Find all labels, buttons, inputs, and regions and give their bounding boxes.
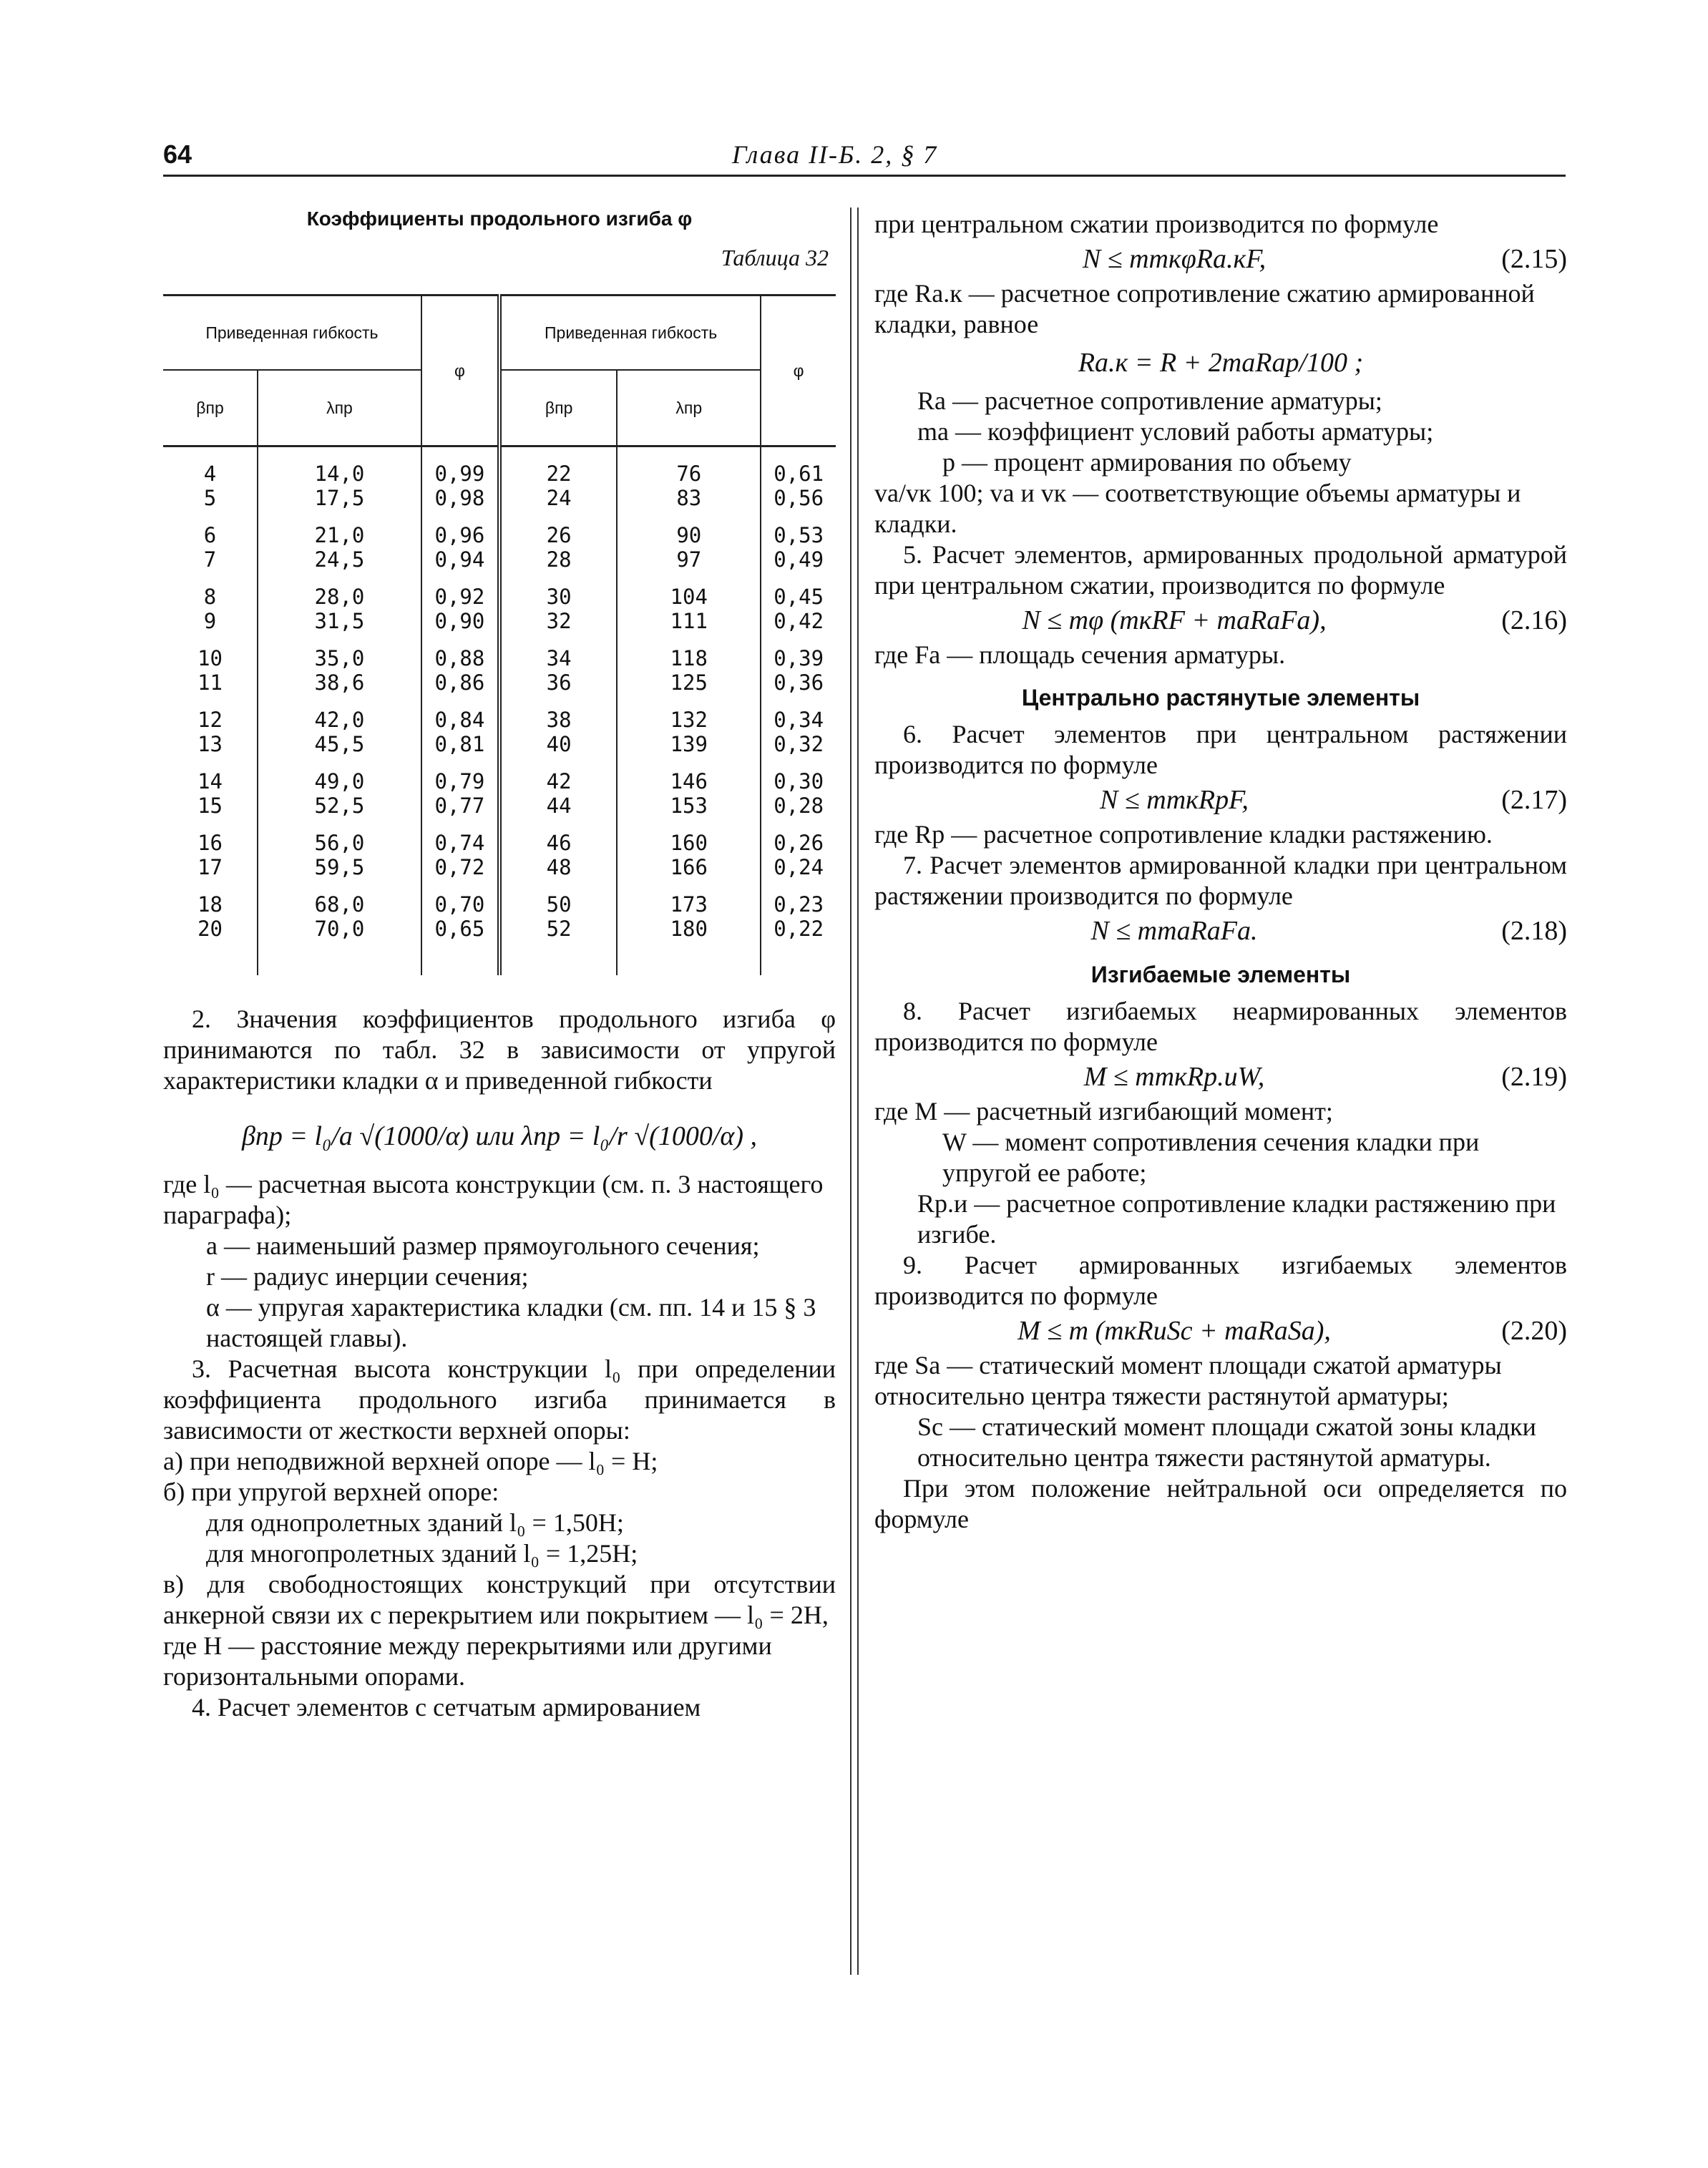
cell-beta-right: 34 bbox=[499, 646, 617, 670]
formula-2-20 bbox=[874, 1314, 1567, 1347]
cell-phi-right: 0,26 bbox=[761, 831, 836, 855]
formula-2-16 bbox=[874, 604, 1567, 637]
cell-phi-right: 0,61 bbox=[761, 462, 836, 486]
cell-phi-right: 0,28 bbox=[761, 794, 836, 818]
def-W: W — момент сопротивления сечения кладки при упругой ее работе; bbox=[942, 1128, 1480, 1187]
left-column bbox=[163, 200, 836, 1723]
cell-beta-right: 36 bbox=[499, 670, 617, 695]
section-heading-tension: Центрально растянутые элементы bbox=[1021, 685, 1420, 711]
cell-phi-left: 0,90 bbox=[421, 609, 499, 633]
paragraph-7: 7. Расчет элементов армированной кладки при центральном растяжении производится по формуле bbox=[874, 851, 1567, 910]
table-row bbox=[163, 670, 836, 695]
case-a: а) при неподвижной верхней опоре — l₀ = H; bbox=[163, 1447, 658, 1475]
cell-lambda-right: 118 bbox=[617, 646, 761, 670]
def-Ra: Rа — расчетное сопротивление арматуры; bbox=[917, 386, 1382, 415]
table-row bbox=[163, 855, 836, 879]
table-row bbox=[163, 917, 836, 941]
cell-phi-left: 0,96 bbox=[421, 523, 499, 547]
cell-phi-left: 0,77 bbox=[421, 794, 499, 818]
cell-phi-left: 0,72 bbox=[421, 855, 499, 879]
formula-Rak: Rа.к = R + 2mаRаp/100 ; bbox=[1078, 348, 1364, 378]
cell-phi-left: 0,99 bbox=[421, 462, 499, 486]
cell-lambda-right: 83 bbox=[617, 486, 761, 510]
paragraph-6: 6. Расчет элементов при центральном растяжении производится по формуле bbox=[874, 720, 1567, 779]
paragraph-last: При этом положение нейтральной оси определяется по формуле bbox=[874, 1474, 1567, 1533]
formula-2-18-number: (2.18) bbox=[1501, 916, 1567, 946]
cell-beta-right: 24 bbox=[499, 486, 617, 510]
cell-lambda-left: 56,0 bbox=[258, 831, 421, 855]
case-b2: для многопролетных зданий l₀ = 1,25H; bbox=[206, 1539, 638, 1568]
lambda-header-left: λпр bbox=[258, 370, 421, 446]
cell-lambda-right: 180 bbox=[617, 917, 761, 941]
cell-lambda-right: 146 bbox=[617, 769, 761, 794]
cell-phi-right: 0,22 bbox=[761, 917, 836, 941]
formula-2-19-body: M ≤ mmкRр.иW, bbox=[1083, 1062, 1265, 1092]
formula-2-15-number: (2.15) bbox=[1501, 244, 1567, 274]
def-ma: mа — коэффициент условий работы арматуры; bbox=[917, 417, 1434, 446]
cell-lambda-right: 160 bbox=[617, 831, 761, 855]
def-Sa: где Sа — статический момент площади сжатой арматуры относительно центра тяжести растянутой арматуры; bbox=[874, 1351, 1502, 1410]
cell-lambda-left: 24,5 bbox=[258, 547, 421, 572]
page-number: 64 bbox=[163, 140, 192, 169]
cell-lambda-left: 42,0 bbox=[258, 708, 421, 732]
cell-phi-right: 0,30 bbox=[761, 769, 836, 794]
lambda-header-right: λпр bbox=[617, 370, 761, 446]
formula-2-17 bbox=[874, 783, 1567, 816]
group-header-right: Приведенная гибкость bbox=[499, 296, 761, 371]
cell-phi-left: 0,98 bbox=[421, 486, 499, 510]
cell-beta-right: 52 bbox=[499, 917, 617, 941]
cell-beta-right: 28 bbox=[499, 547, 617, 572]
cell-beta-left: 5 bbox=[203, 486, 217, 510]
cell-phi-left: 0,92 bbox=[421, 585, 499, 609]
cell-lambda-left: 52,5 bbox=[258, 794, 421, 818]
table-number: Таблица 32 bbox=[721, 245, 829, 270]
cell-phi-right: 0,45 bbox=[761, 585, 836, 609]
cell-beta-left: 17 bbox=[197, 855, 223, 879]
header-rule bbox=[163, 175, 1566, 177]
cell-beta-right: 44 bbox=[499, 794, 617, 818]
cell-lambda-left: 14,0 bbox=[258, 462, 421, 486]
cell-lambda-left: 17,5 bbox=[258, 486, 421, 510]
beta-header-left: βпр bbox=[163, 370, 258, 446]
cell-beta-right: 40 bbox=[499, 732, 617, 756]
cell-lambda-right: 125 bbox=[617, 670, 761, 695]
cell-phi-left: 0,74 bbox=[421, 831, 499, 855]
cell-lambda-right: 166 bbox=[617, 855, 761, 879]
cell-beta-left: 16 bbox=[197, 831, 223, 855]
cell-lambda-right: 90 bbox=[617, 523, 761, 547]
cell-phi-right: 0,34 bbox=[761, 708, 836, 732]
formula-2-20-body: M ≤ m (mкRиSс + mаRаSа), bbox=[1018, 1316, 1331, 1346]
cell-lambda-right: 104 bbox=[617, 585, 761, 609]
paragraph-9: 9. Расчет армированных изгибаемых элементов производится по формуле bbox=[874, 1251, 1567, 1310]
cell-beta-right: 32 bbox=[499, 609, 617, 633]
right-column bbox=[874, 209, 1567, 1535]
cell-phi-left: 0,65 bbox=[421, 917, 499, 941]
formula-slenderness: βпр = l₀/a √(1000/α) или λпр = l₀/r √(1000/α) , bbox=[241, 1121, 757, 1151]
cell-beta-right: 38 bbox=[499, 708, 617, 732]
page-header bbox=[163, 140, 1567, 177]
table-row bbox=[163, 462, 836, 486]
table-body bbox=[163, 446, 836, 976]
formula-2-19 bbox=[874, 1060, 1567, 1093]
cell-lambda-right: 153 bbox=[617, 794, 761, 818]
cell-beta-left: 15 bbox=[197, 794, 223, 818]
cell-phi-right: 0,23 bbox=[761, 892, 836, 917]
cell-beta-right: 22 bbox=[499, 462, 617, 486]
formula-2-18-body: N ≤ mmаRаFа. bbox=[1090, 916, 1258, 946]
cell-lambda-right: 132 bbox=[617, 708, 761, 732]
cell-phi-right: 0,36 bbox=[761, 670, 836, 695]
formula-2-15 bbox=[874, 243, 1567, 275]
def-p-continued: vа/vк 100; vа и vк — соответствующие объемы арматуры и кладки. bbox=[874, 479, 1521, 538]
section-heading-bending: Изгибаемые элементы bbox=[1090, 962, 1351, 987]
table-row bbox=[163, 708, 836, 732]
beta-header-right: βпр bbox=[499, 370, 617, 446]
def-alpha: α — упругая характеристика кладки (см. пп. 14 и 15 § 3 настоящей главы). bbox=[206, 1293, 816, 1352]
cell-beta-left: 12 bbox=[197, 708, 223, 732]
cell-beta-left: 4 bbox=[203, 462, 217, 486]
table-row bbox=[163, 585, 836, 609]
def-Sc: Sс — статический момент площади сжатой зоны кладки относительно центра тяжести растянутой арматуры. bbox=[917, 1412, 1536, 1472]
cell-phi-right: 0,53 bbox=[761, 523, 836, 547]
phi-header-right: φ bbox=[761, 296, 836, 446]
formula-2-16-number: (2.16) bbox=[1501, 605, 1567, 635]
def-M: где M — расчетный изгибающий момент; bbox=[874, 1097, 1333, 1125]
cell-phi-right: 0,24 bbox=[761, 855, 836, 879]
cell-beta-left: 18 bbox=[197, 892, 223, 917]
group-header-left: Приведенная гибкость bbox=[163, 296, 421, 371]
cell-phi-right: 0,56 bbox=[761, 486, 836, 510]
cell-lambda-left: 59,5 bbox=[258, 855, 421, 879]
cell-phi-left: 0,94 bbox=[421, 547, 499, 572]
cell-beta-right: 48 bbox=[499, 855, 617, 879]
where-Fa: где Fа — площадь сечения арматуры. bbox=[874, 640, 1286, 669]
cell-lambda-left: 70,0 bbox=[258, 917, 421, 941]
cell-lambda-right: 97 bbox=[617, 547, 761, 572]
cell-phi-right: 0,32 bbox=[761, 732, 836, 756]
cell-lambda-left: 35,0 bbox=[258, 646, 421, 670]
cell-lambda-right: 76 bbox=[617, 462, 761, 486]
paragraph-5: 5. Расчет элементов, армированных продольной арматурой при центральном сжатии, производится по формуле bbox=[874, 540, 1567, 600]
table-row bbox=[163, 646, 836, 670]
cell-phi-left: 0,88 bbox=[421, 646, 499, 670]
paragraph-2: 2. Значения коэффициентов продольного изгиба φ принимаются по табл. 32 в зависимости от упругой характеристики кладки α и приведенной гибкости bbox=[163, 1005, 836, 1095]
cell-lambda-left: 28,0 bbox=[258, 585, 421, 609]
cell-lambda-right: 111 bbox=[617, 609, 761, 633]
paragraph-4: 4. Расчет элементов с сетчатым армированием bbox=[192, 1693, 701, 1722]
case-c: в) для свободностоящих конструкций при отсутствии анкерной связи их с перекрытием или покрытием — l₀ = 2H, bbox=[163, 1570, 836, 1629]
table-row bbox=[163, 831, 836, 855]
cell-lambda-left: 21,0 bbox=[258, 523, 421, 547]
cell-lambda-right: 139 bbox=[617, 732, 761, 756]
table-caption: Коэффициенты продольного изгиба φ bbox=[306, 207, 693, 230]
cell-phi-left: 0,79 bbox=[421, 769, 499, 794]
where-Rak: где Rа.к — расчетное сопротивление сжатию армированной кладки, равное bbox=[874, 279, 1535, 338]
cell-beta-left: 9 bbox=[203, 609, 217, 633]
table-row bbox=[163, 523, 836, 547]
cell-beta-left: 11 bbox=[197, 670, 223, 695]
formula-2-19-number: (2.19) bbox=[1501, 1062, 1567, 1092]
table-row bbox=[163, 486, 836, 510]
cell-beta-left: 7 bbox=[203, 547, 217, 572]
table-row bbox=[163, 892, 836, 917]
cell-beta-left: 8 bbox=[203, 585, 217, 609]
cell-phi-right: 0,39 bbox=[761, 646, 836, 670]
where-H: где H — расстояние между перекрытиями или другими горизонтальными опорами. bbox=[163, 1631, 772, 1691]
cell-beta-left: 20 bbox=[197, 917, 223, 941]
case-b: б) при упругой верхней опоре: bbox=[163, 1478, 499, 1506]
cell-beta-right: 46 bbox=[499, 831, 617, 855]
case-b1: для однопролетных зданий l₀ = 1,50H; bbox=[206, 1508, 624, 1537]
cell-beta-right: 26 bbox=[499, 523, 617, 547]
cell-lambda-left: 68,0 bbox=[258, 892, 421, 917]
formula-2-15-body: N ≤ mmкφRа.кF, bbox=[1082, 244, 1267, 274]
table-row bbox=[163, 609, 836, 633]
cell-phi-left: 0,84 bbox=[421, 708, 499, 732]
paragraph-3: 3. Расчетная высота конструкции l₀ при определении коэффициента продольного изгиба принимается в зависимости от жесткости верхней опоры: bbox=[163, 1354, 836, 1445]
table-row bbox=[163, 794, 836, 818]
cell-lambda-left: 45,5 bbox=[258, 732, 421, 756]
phi-header-left: φ bbox=[421, 296, 499, 446]
where-Rp: где Rр — расчетное сопротивление кладки растяжению. bbox=[874, 820, 1493, 849]
where-l0: где l₀ — расчетная высота конструкции (см. п. 3 настоящего параграфа); bbox=[163, 1170, 824, 1229]
cell-lambda-right: 173 bbox=[617, 892, 761, 917]
def-p: p — процент армирования по объему bbox=[942, 448, 1352, 477]
paragraph-8: 8. Расчет изгибаемых неармированных элементов производится по формуле bbox=[874, 997, 1567, 1056]
formula-2-20-number: (2.20) bbox=[1501, 1316, 1567, 1346]
cell-phi-right: 0,42 bbox=[761, 609, 836, 633]
column-divider bbox=[850, 207, 859, 1975]
table-row bbox=[163, 769, 836, 794]
cell-phi-right: 0,49 bbox=[761, 547, 836, 572]
cell-beta-left: 10 bbox=[197, 646, 223, 670]
def-Rpi: Rр.и — расчетное сопротивление кладки растяжению при изгибе. bbox=[917, 1189, 1556, 1249]
cell-phi-left: 0,70 bbox=[421, 892, 499, 917]
cell-beta-left: 14 bbox=[197, 769, 223, 794]
table-row bbox=[163, 547, 836, 572]
cell-beta-right: 50 bbox=[499, 892, 617, 917]
formula-2-16-body: N ≤ mφ (mкRF + mаRаFа), bbox=[1022, 605, 1327, 635]
paragraph-4-continued: при центральном сжатии производится по формуле bbox=[874, 210, 1439, 238]
cell-beta-right: 42 bbox=[499, 769, 617, 794]
formula-2-17-body: N ≤ mmкRрF, bbox=[1100, 785, 1249, 815]
cell-phi-left: 0,86 bbox=[421, 670, 499, 695]
def-a: a — наименьший размер прямоугольного сечения; bbox=[206, 1231, 760, 1260]
cell-lambda-left: 31,5 bbox=[258, 609, 421, 633]
cell-beta-right: 30 bbox=[499, 585, 617, 609]
chapter-title: Глава II-Б. 2, § 7 bbox=[732, 140, 938, 169]
cell-beta-left: 13 bbox=[197, 732, 223, 756]
cell-lambda-left: 49,0 bbox=[258, 769, 421, 794]
def-r: r — радиус инерции сечения; bbox=[206, 1262, 529, 1291]
formula-2-17-number: (2.17) bbox=[1501, 785, 1567, 815]
cell-phi-left: 0,81 bbox=[421, 732, 499, 756]
formula-2-18 bbox=[874, 914, 1567, 947]
table-row bbox=[163, 732, 836, 756]
cell-lambda-left: 38,6 bbox=[258, 670, 421, 695]
coefficient-table bbox=[163, 294, 836, 975]
cell-beta-left: 6 bbox=[203, 523, 217, 547]
